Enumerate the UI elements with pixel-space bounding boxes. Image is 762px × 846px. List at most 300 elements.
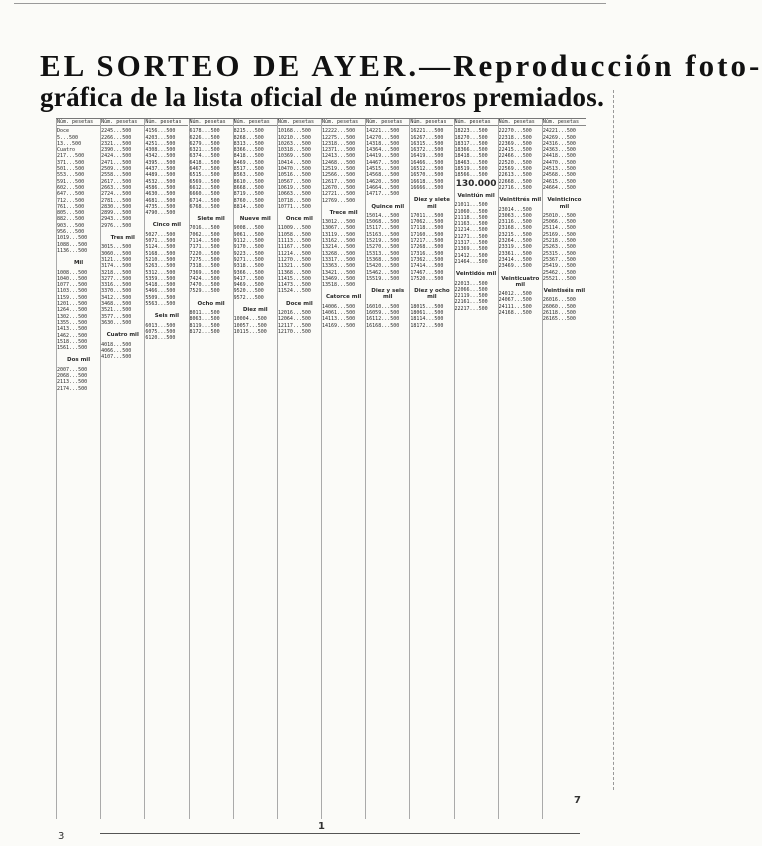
list-item: 8719...500 (233, 191, 264, 198)
list-item: 10718...500 (277, 197, 311, 204)
list-item: 4630...500 (145, 191, 176, 198)
list-item: 24418...500 (542, 153, 576, 160)
list-item: 4586...500 (145, 184, 176, 191)
list-item: 602...500 (57, 184, 85, 191)
list-column (321, 119, 365, 819)
list-item: 23168...500 (498, 225, 532, 232)
section-heading: Once mil (285, 216, 313, 223)
list-item: 16666...500 (410, 184, 444, 191)
column-header: Núm. pesetas (190, 119, 233, 126)
list-item: 7369...500 (189, 269, 220, 276)
list-item: 13214...500 (322, 244, 356, 251)
list-column (409, 119, 453, 819)
list-item: 1040...500 (57, 275, 88, 282)
list-item: 647...500 (57, 191, 85, 198)
list-item: 10057...500 (233, 322, 267, 329)
list-item: 4156...500 (145, 128, 176, 135)
list-item: 15117...500 (366, 225, 400, 232)
list-item: 1077...500 (57, 282, 88, 289)
list-item: 13...500 (57, 140, 82, 147)
list-item: 17414...500 (410, 263, 444, 270)
list-item: 13162...500 (322, 238, 356, 245)
list-item: 11214...500 (277, 250, 311, 257)
list-item: 21011...500 (454, 202, 488, 209)
list-item: 9417...500 (233, 275, 264, 282)
list-item: Cuatro (57, 147, 76, 154)
list-item: 4107...500 (101, 354, 132, 361)
list-item: 11058...500 (277, 231, 311, 238)
section-heading: Tres mil (110, 235, 135, 242)
list-item: 14169...500 (322, 322, 356, 329)
list-item: 4342...500 (145, 153, 176, 160)
list-item: 15313...500 (366, 250, 400, 257)
list-item: 3412...500 (101, 294, 132, 301)
list-item: 5124...500 (145, 244, 176, 251)
list-item: 9223...500 (233, 250, 264, 257)
list-item: 18519...500 (454, 166, 488, 173)
list-item: 14318...500 (366, 140, 400, 147)
list-item: 9520...500 (233, 288, 264, 295)
list-item: 15270...500 (366, 244, 400, 251)
section-heading: Doce mil (286, 300, 313, 307)
list-item: 24221...500 (542, 128, 576, 135)
list-column (365, 119, 409, 819)
list-item: 2007...500 (57, 366, 88, 373)
list-item: 18114...500 (410, 316, 444, 323)
list-item: 3468...500 (101, 301, 132, 308)
list-item: 24067...500 (498, 297, 532, 304)
list-item: 3015...500 (101, 244, 132, 251)
section-heading: Quince mil (371, 203, 405, 210)
list-item: 22415...500 (498, 147, 532, 154)
list-item: 14270...500 (366, 134, 400, 141)
list-item: 9061...500 (233, 231, 264, 238)
list-item: 14620...500 (366, 178, 400, 185)
list-item: 14717...500 (366, 191, 400, 198)
list-item: 23215...500 (498, 231, 532, 238)
list-item: 6569...500 (189, 178, 220, 185)
list-item: 13119...500 (322, 231, 356, 238)
list-item: 14221...500 (366, 128, 400, 135)
list-item: 14568...500 (366, 172, 400, 179)
list-item: 6515...500 (189, 172, 220, 179)
list-item: 22520...500 (498, 159, 532, 166)
list-item: 18566...500 (454, 172, 488, 179)
list-item: 5168...500 (145, 250, 176, 257)
list-item: 9366...500 (233, 269, 264, 276)
list-item: 6279...500 (189, 140, 220, 147)
list-item: 17011...500 (410, 212, 444, 219)
list-item: 4437...500 (145, 166, 176, 173)
section-heading: Ocho mil (197, 300, 225, 307)
list-item: 17467...500 (410, 269, 444, 276)
list-item: 12016...500 (277, 310, 311, 317)
list-column (189, 119, 233, 819)
list-item: 24012...500 (498, 291, 532, 298)
list-item: 24111...500 (498, 303, 532, 310)
list-item: 10470...500 (277, 166, 311, 173)
list-item: 10771...500 (277, 203, 311, 210)
column-header: Núm. pesetas (410, 119, 453, 126)
list-item: 8172...500 (189, 328, 220, 335)
list-item: 8418...500 (233, 153, 264, 160)
list-item: 25218...500 (542, 238, 576, 245)
list-item: 2174...500 (57, 385, 88, 392)
list-item: 13421...500 (322, 269, 356, 276)
list-item: 1201...500 (57, 301, 88, 308)
list-item: 4018...500 (101, 341, 132, 348)
list-item: 6374...500 (189, 153, 220, 160)
column-header: Núm. pesetas (455, 119, 498, 126)
list-item: 2558...500 (101, 172, 132, 179)
section-heading: Nueve mil (239, 216, 271, 223)
list-item: 6714...500 (189, 197, 220, 204)
list-item: 15163...500 (366, 231, 400, 238)
list-item: 17268...500 (410, 244, 444, 251)
list-item: 13067...500 (322, 225, 356, 232)
list-item: 2899...500 (101, 210, 132, 217)
list-item: 8366...500 (233, 147, 264, 154)
section-heading: Trece mil (329, 209, 358, 216)
list-item: 4395...500 (145, 159, 176, 166)
list-item: 22217...500 (454, 305, 488, 312)
list-item: 24470...500 (542, 159, 576, 166)
margin-mark-left: 3 (58, 831, 65, 842)
list-item: 24168...500 (498, 310, 532, 317)
list-item: 12413...500 (322, 153, 356, 160)
list-item: 10004...500 (233, 316, 267, 323)
list-item: 18270...500 (454, 134, 488, 141)
list-item: 10619...500 (277, 184, 311, 191)
list-item: 5...500 (57, 134, 79, 141)
list-item: 591...500 (57, 178, 85, 185)
section-heading: Veintitrés mil (499, 197, 542, 204)
list-item: 26016...500 (542, 297, 576, 304)
list-item: 16315...500 (410, 140, 444, 147)
list-item: 15219...500 (366, 238, 400, 245)
list-item: 2976...500 (101, 222, 132, 229)
list-item: 8814...500 (233, 203, 264, 210)
list-item: 15519...500 (366, 275, 400, 282)
list-item: 11321...500 (277, 263, 311, 270)
list-item: 14467...500 (366, 159, 400, 166)
list-item: 12222...500 (322, 128, 356, 135)
column-header: Núm. pesetas (322, 119, 365, 126)
list-item: 17118...500 (410, 225, 444, 232)
list-item: 16618...500 (410, 178, 444, 185)
list-item: 2781...500 (101, 197, 132, 204)
list-item: 15420...500 (366, 263, 400, 270)
list-item: 22318...500 (498, 134, 532, 141)
list-item: 2113...500 (57, 379, 88, 386)
list-item: 7062...500 (189, 231, 220, 238)
list-item: 24664...500 (542, 184, 576, 191)
list-item: 1264...500 (57, 307, 88, 314)
list-item: 5466...500 (145, 288, 176, 295)
list-item: 1413...500 (57, 326, 88, 333)
list-item: 13518...500 (322, 282, 356, 289)
list-item: 1355...500 (57, 319, 88, 326)
list-item: 761...500 (57, 203, 85, 210)
list-item: 13317...500 (322, 256, 356, 263)
list-item: 6467...500 (189, 166, 220, 173)
list-item: 22270...500 (498, 128, 532, 135)
list-item: 14515...500 (366, 166, 400, 173)
list-item: 16372...500 (410, 147, 444, 154)
bottom-rule (100, 833, 580, 834)
list-item: 10318...500 (277, 147, 311, 154)
list-item: 2390...500 (101, 147, 132, 154)
list-item: 11113...500 (277, 238, 311, 245)
list-item: 18061...500 (410, 310, 444, 317)
list-item: 11524...500 (277, 288, 311, 295)
list-item: 10263...500 (277, 140, 311, 147)
list-item: 8760...500 (233, 197, 264, 204)
section-heading: Catorce mil (325, 294, 362, 301)
margin-mark-center: 1 (318, 821, 325, 832)
list-item: 5509...500 (145, 294, 176, 301)
list-item: 23264...500 (498, 238, 532, 245)
list-item: 2471...500 (101, 159, 132, 166)
list-item: 18366...500 (454, 147, 488, 154)
column-header: Núm. pesetas (234, 119, 277, 126)
list-item: 5071...500 (145, 238, 176, 245)
list-item: 18317...500 (454, 140, 488, 147)
list-item: 4489...500 (145, 172, 176, 179)
headline-line-2: gráfica de la lista oficial de números premiados. (40, 82, 605, 112)
list-item: 13012...500 (322, 219, 356, 226)
list-item: 9008...500 (233, 225, 264, 232)
list-item: 2509...500 (101, 166, 132, 173)
list-column (56, 119, 100, 819)
list-item: 2830...500 (101, 203, 132, 210)
list-column (542, 119, 586, 819)
list-item: 11473...500 (277, 282, 311, 289)
list-item: 12170...500 (277, 328, 311, 335)
list-item: 6418...500 (189, 159, 220, 166)
list-item: 553...500 (57, 172, 85, 179)
list-item: 2617...500 (101, 178, 132, 185)
list-item: 712...500 (57, 197, 85, 204)
list-item: 4790...500 (145, 210, 176, 217)
list-item: 24513...500 (542, 166, 576, 173)
list-item: 6768...500 (189, 203, 220, 210)
list-item: 6226...500 (189, 134, 220, 141)
list-item: 6013...500 (145, 322, 176, 329)
list-item: 9112...500 (233, 238, 264, 245)
list-item: 8517...500 (233, 166, 264, 173)
list-item: 14364...500 (366, 147, 400, 154)
list-item: 18463...500 (454, 159, 488, 166)
list-item: 8469...500 (233, 159, 264, 166)
list-item: 805...500 (57, 210, 85, 217)
list-item: 8563...500 (233, 172, 264, 179)
list-column (144, 119, 188, 819)
section-heading: Dos mil (67, 357, 91, 364)
list-item: 22613...500 (498, 172, 532, 179)
list-item: 22668...500 (498, 178, 532, 185)
list-item: 22569...500 (498, 166, 532, 173)
list-item: 6075...500 (145, 328, 176, 335)
section-heading: Seis mil (154, 313, 180, 320)
list-item: 15014...500 (366, 212, 400, 219)
list-item: 18418...500 (454, 153, 488, 160)
list-item: 2943...500 (101, 216, 132, 223)
list-item: 25263...500 (542, 244, 576, 251)
list-item: 4308...500 (145, 147, 176, 154)
list-item: 5027...500 (145, 231, 176, 238)
list-item: 14061...500 (322, 310, 356, 317)
list-item: 3370...500 (101, 288, 132, 295)
list-item: 23469...500 (498, 263, 532, 270)
list-item: 5359...500 (145, 275, 176, 282)
list-item: 7529...500 (189, 288, 220, 295)
list-item: 5312...500 (145, 269, 176, 276)
list-item: 18172...500 (410, 322, 444, 329)
section-heading: Siete mil (197, 216, 225, 223)
column-header: Núm. pesetas (57, 119, 100, 126)
list-item: 24615...500 (542, 178, 576, 185)
list-item: 11270...500 (277, 256, 311, 263)
list-item: 371...500 (57, 159, 85, 166)
list-item: 4681...500 (145, 197, 176, 204)
list-item: 26118...500 (542, 310, 576, 317)
list-item: 24269...500 (542, 134, 576, 141)
list-item: 7318...500 (189, 263, 220, 270)
list-item: 13469...500 (322, 275, 356, 282)
prize-highlight: 130.000 (455, 178, 497, 189)
list-item: 11009...500 (277, 225, 311, 232)
list-item: 16466...500 (410, 159, 444, 166)
list-item: 22066...500 (454, 286, 488, 293)
page-edge (612, 90, 614, 790)
list-item: 2266...500 (101, 134, 132, 141)
list-item: 4203...500 (145, 134, 176, 141)
list-item: 16221...500 (410, 128, 444, 135)
list-item: 2663...500 (101, 184, 132, 191)
list-item: 8610...500 (233, 178, 264, 185)
list-item: 14006...500 (322, 303, 356, 310)
section-heading: Cuatro mil (106, 332, 139, 339)
section-heading: Veinticinco mil (547, 197, 582, 210)
list-item: 25315...500 (542, 250, 576, 257)
list-item: 6612...500 (189, 184, 220, 191)
list-item: 8011...500 (189, 310, 220, 317)
list-item: 16112...500 (366, 316, 400, 323)
list-item: 1136...500 (57, 247, 88, 254)
list-item: 14664...500 (366, 184, 400, 191)
list-item: 21118...500 (454, 214, 488, 221)
list-item: 7275...500 (189, 256, 220, 263)
list-item: 25010...500 (542, 212, 576, 219)
list-item: 1159...500 (57, 294, 88, 301)
list-item: 15462...500 (366, 269, 400, 276)
list-item: 6321...500 (189, 147, 220, 154)
list-item: 17316...500 (410, 250, 444, 257)
list-item: 3521...500 (101, 307, 132, 314)
list-item: 7171...500 (189, 244, 220, 251)
list-item: 15368...500 (366, 256, 400, 263)
list-item: 21464...500 (454, 258, 488, 265)
list-item: 7220...500 (189, 250, 220, 257)
list-item: Doce (57, 128, 70, 135)
section-heading: Diez mil (242, 307, 268, 314)
list-item: 12117...500 (277, 322, 311, 329)
list-item: 5210...500 (145, 256, 176, 263)
list-item: 3277...500 (101, 275, 132, 282)
list-item: 22161...500 (454, 299, 488, 306)
list-item: 21214...500 (454, 227, 488, 234)
list-item: 2245...500 (101, 128, 132, 135)
list-item: 12566...500 (322, 172, 356, 179)
list-item: 23319...500 (498, 244, 532, 251)
list-item: 3121...500 (101, 256, 132, 263)
list-item: 16570...500 (410, 172, 444, 179)
section-heading: Mil (73, 260, 84, 267)
list-item: 8063...500 (189, 316, 220, 323)
list-item: 3630...500 (101, 319, 132, 326)
list-item: 2068...500 (57, 372, 88, 379)
list-item: 903...500 (57, 222, 85, 229)
list-item: 21369...500 (454, 246, 488, 253)
list-item: 8119...500 (189, 322, 220, 329)
list-item: 24363...500 (542, 147, 576, 154)
list-item: 22716...500 (498, 184, 532, 191)
list-item: 10663...500 (277, 191, 311, 198)
list-item: 23414...500 (498, 256, 532, 263)
list-item: 4532...500 (145, 178, 176, 185)
list-item: 8268...500 (233, 134, 264, 141)
list-item: 10414...500 (277, 159, 311, 166)
list-column (100, 119, 144, 819)
list-item: 5563...500 (145, 301, 176, 308)
section-heading: Veintidós mil (455, 271, 497, 278)
list-item: 1088...500 (57, 241, 88, 248)
list-item: 25169...500 (542, 231, 576, 238)
list-item: 10516...500 (277, 172, 311, 179)
column-header: Núm. pesetas (366, 119, 409, 126)
section-heading: Cinco mil (152, 222, 182, 229)
list-column (498, 119, 542, 819)
list-item: 16419...500 (410, 153, 444, 160)
list-item: 6660...500 (189, 191, 220, 198)
list-item: 1462...500 (57, 332, 88, 339)
list-item: 12064...500 (277, 316, 311, 323)
list-item: 25367...500 (542, 256, 576, 263)
section-heading: Veintiún mil (457, 192, 495, 199)
list-item: 12519...500 (322, 166, 356, 173)
list-item: 21317...500 (454, 240, 488, 247)
list-item: 8215...500 (233, 128, 264, 135)
list-item: 1302...500 (57, 313, 88, 320)
list-item: 1019...500 (57, 235, 88, 242)
list-item: 26060...500 (542, 303, 576, 310)
list-item: 22466...500 (498, 153, 532, 160)
list-item: 10210...500 (277, 134, 311, 141)
list-item: 16010...500 (366, 303, 400, 310)
list-item: 12275...500 (322, 134, 356, 141)
list-item: 9572...500 (233, 294, 264, 301)
list-item: 3060...500 (101, 250, 132, 257)
list-item: 7016...500 (189, 225, 220, 232)
list-item: 25521...500 (542, 275, 576, 282)
list-item: 8313...500 (233, 140, 264, 147)
list-item: 6120...500 (145, 335, 176, 342)
list-item: 13363...500 (322, 263, 356, 270)
list-item: 2321...500 (101, 140, 132, 147)
list-item: 16168...500 (366, 322, 400, 329)
list-item: 7114...500 (189, 238, 220, 245)
